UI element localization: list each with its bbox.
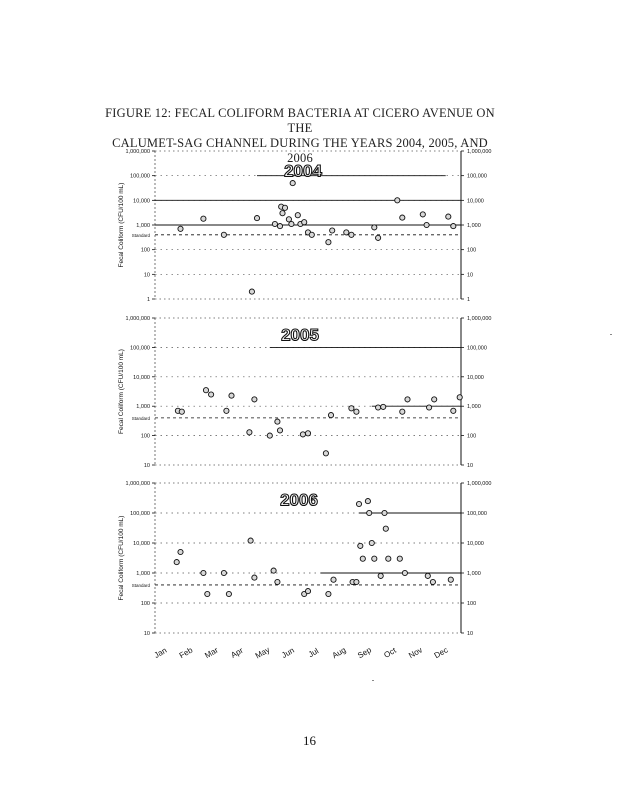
data-point — [372, 556, 377, 561]
tick-label-right: 10,000 — [467, 198, 484, 205]
tick-label-right: 100 — [467, 601, 477, 607]
tick-label-left: 100,000 — [130, 173, 150, 180]
data-point — [367, 510, 372, 515]
page-number: 16 — [303, 733, 316, 748]
year-badge-2004: 2004 — [284, 161, 322, 181]
data-point — [267, 433, 272, 438]
y-axis-title: Fecal Coliform (CFU/100 mL) — [118, 349, 125, 434]
data-point — [427, 405, 432, 410]
data-point — [376, 405, 381, 410]
scan-speck — [372, 680, 374, 681]
data-point — [209, 392, 214, 397]
data-point — [376, 235, 381, 240]
data-point — [305, 431, 310, 436]
data-point — [179, 409, 184, 414]
data-point — [344, 230, 349, 235]
tick-label-right: 1 — [467, 297, 471, 303]
month-label-mar: Mar — [203, 645, 220, 661]
data-point — [349, 406, 354, 411]
tick-label-right: 1,000,000 — [467, 316, 492, 322]
data-point — [378, 573, 383, 578]
standard-label: Standard — [131, 582, 150, 588]
data-point — [229, 393, 234, 398]
tick-label-left: 10,000 — [133, 198, 150, 205]
data-point — [300, 432, 305, 437]
data-point — [272, 221, 277, 226]
month-label-dec: Dec — [432, 645, 450, 661]
data-point — [226, 591, 231, 596]
tick-label-right: 10 — [467, 631, 474, 637]
tick-label-right: 100 — [467, 247, 477, 254]
data-point — [397, 556, 402, 561]
data-point — [271, 568, 276, 573]
tick-label-left: 10,000 — [133, 541, 150, 547]
data-point — [247, 430, 252, 435]
data-point — [451, 224, 456, 229]
month-label-nov: Nov — [407, 645, 424, 661]
tick-label-left: 1,000 — [136, 571, 150, 577]
month-label-jun: Jun — [280, 645, 296, 660]
data-point — [282, 205, 287, 210]
data-point — [400, 409, 405, 414]
data-point — [382, 510, 387, 515]
data-point — [221, 232, 226, 237]
data-point — [249, 289, 254, 294]
month-label-aug: Aug — [330, 645, 348, 661]
data-point — [309, 232, 314, 237]
data-point — [254, 216, 259, 221]
tick-label-left: 10 — [143, 463, 150, 469]
data-point — [405, 397, 410, 402]
month-label-apr: Apr — [229, 645, 245, 660]
data-point — [290, 181, 295, 186]
data-point — [224, 408, 229, 413]
data-point — [203, 388, 208, 393]
scan-speck — [610, 334, 612, 335]
year-badge-2006: 2006 — [280, 490, 318, 510]
data-point — [395, 198, 400, 203]
data-point — [252, 397, 257, 402]
data-point — [349, 232, 354, 237]
tick-label-right: 1,000 — [467, 571, 481, 577]
tick-label-left: 100 — [140, 601, 150, 607]
year-badge-2005: 2005 — [281, 325, 319, 345]
tick-label-left: 100,000 — [130, 511, 150, 517]
data-point — [178, 549, 183, 554]
data-point — [305, 589, 310, 594]
data-point — [358, 543, 363, 548]
data-point — [326, 591, 331, 596]
data-point — [280, 211, 285, 216]
data-point — [424, 222, 429, 227]
data-point — [302, 220, 307, 225]
data-point — [448, 577, 453, 582]
data-point — [386, 556, 391, 561]
figure-title-line1: FIGURE 12: FECAL COLIFORM BACTERIA AT CICERO AVENUE ON THE — [105, 106, 495, 135]
data-point — [328, 413, 333, 418]
data-point — [381, 404, 386, 409]
tick-label-left: 1,000,000 — [125, 149, 150, 155]
y-axis-title: Fecal Coliform (CFU/100 mL) — [118, 182, 125, 268]
tick-label-right: 1,000,000 — [467, 149, 492, 155]
data-point — [275, 419, 280, 424]
data-point — [252, 575, 257, 580]
tick-label-right: 1,000,000 — [467, 481, 492, 487]
data-point — [201, 570, 206, 575]
month-label-feb: Feb — [177, 645, 195, 661]
month-label-jul: Jul — [306, 646, 321, 660]
tick-label-right: 100,000 — [467, 345, 487, 352]
data-point — [430, 579, 435, 584]
tick-label-right: 100,000 — [467, 173, 487, 180]
tick-label-right: 100 — [467, 433, 477, 440]
data-point — [277, 428, 282, 433]
standard-label: Standard — [131, 232, 150, 238]
tick-label-left: 10,000 — [133, 374, 150, 381]
tick-label-left: 1,000,000 — [125, 481, 150, 487]
tick-label-right: 10,000 — [467, 374, 484, 381]
data-point — [331, 577, 336, 582]
data-point — [457, 395, 462, 400]
data-point — [383, 526, 388, 531]
data-point — [277, 224, 282, 229]
tick-label-left: 100,000 — [130, 345, 150, 352]
data-point — [420, 212, 425, 217]
data-point — [446, 214, 451, 219]
data-point — [221, 570, 226, 575]
data-point — [326, 240, 331, 245]
month-label-may: May — [253, 645, 272, 661]
y-axis-title: Fecal Coliform (CFU/100 mL) — [118, 515, 125, 601]
data-point — [354, 579, 359, 584]
chart-panel-2004 — [118, 149, 491, 303]
tick-label-right: 10,000 — [467, 541, 484, 547]
data-point — [372, 225, 377, 230]
standard-label: Standard — [131, 415, 150, 421]
tick-label-left: 100 — [140, 433, 150, 440]
data-point — [451, 408, 456, 413]
data-point — [369, 540, 374, 545]
month-label-jan: Jan — [152, 645, 169, 660]
tick-label-right: 10 — [467, 463, 474, 469]
chart-panel-2005 — [118, 316, 491, 469]
tick-label-left: 100 — [140, 247, 150, 254]
data-point — [400, 215, 405, 220]
tick-label-right: 100,000 — [467, 511, 487, 517]
data-point — [248, 538, 253, 543]
data-point — [356, 501, 361, 506]
data-point — [432, 397, 437, 402]
data-point — [360, 556, 365, 561]
tick-label-left: 1,000 — [136, 404, 150, 411]
data-point — [330, 228, 335, 233]
data-point — [295, 213, 300, 218]
tick-label-left: 1,000 — [136, 223, 150, 229]
data-point — [425, 573, 430, 578]
data-point — [201, 216, 206, 221]
figure-title-line2: CALUMET-SAG CHANNEL DURING THE YEARS 2004, 2005, AND 2006 — [112, 136, 488, 165]
month-label-sep: Sep — [356, 645, 373, 661]
tick-label-left: 10 — [143, 631, 150, 637]
tick-label-left: 1,000,000 — [125, 316, 150, 322]
data-point — [402, 570, 407, 575]
tick-label-right: 10 — [467, 272, 474, 279]
data-point — [174, 560, 179, 565]
tick-label-right: 1,000 — [467, 404, 481, 411]
data-point — [289, 221, 294, 226]
data-point — [178, 226, 183, 231]
data-point — [365, 499, 370, 504]
data-point — [205, 591, 210, 596]
tick-label-left: 10 — [143, 272, 150, 279]
month-label-oct: Oct — [382, 645, 398, 660]
chart-panel-2006 — [118, 481, 491, 661]
tick-label-left: 1 — [146, 297, 150, 303]
tick-label-right: 1,000 — [467, 223, 481, 229]
data-point — [323, 451, 328, 456]
data-point — [275, 579, 280, 584]
data-point — [354, 409, 359, 414]
